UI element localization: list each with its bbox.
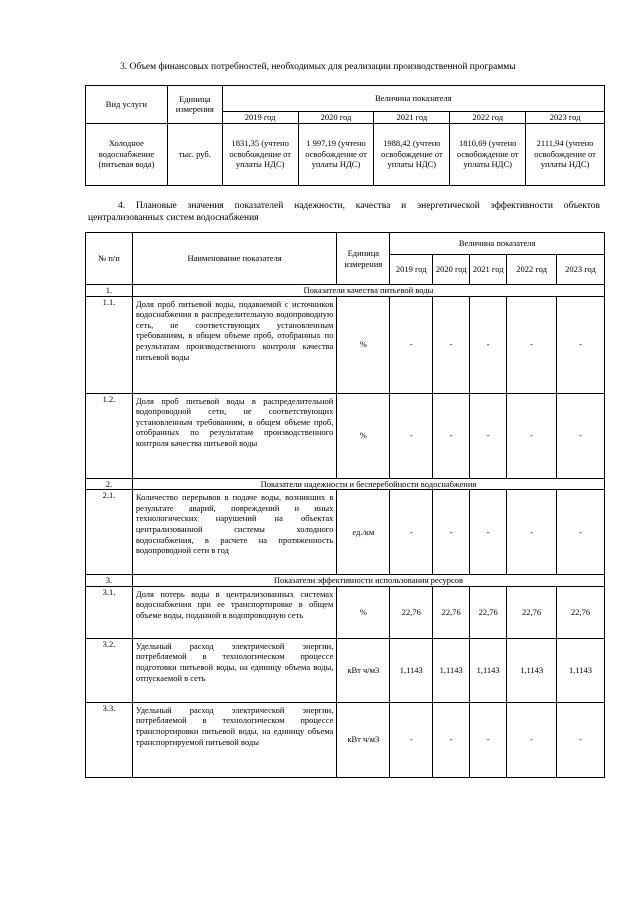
indicator-name: Доля проб питьевой воды, подаваемой с источников водоснабжения в распределительную водопроводную сеть, не соответствующих установленным требованиям, в общем объеме проб, отобранных по результатам производственного контроля качества питьевой воды bbox=[132, 296, 336, 393]
section-num: 1. bbox=[86, 285, 133, 297]
indicator-name: Удельный расход электрической энергии, потребляемой в технологическом процессе подготовки питьевой воды, на единицу объема воды, отпускаемой в сеть bbox=[132, 638, 336, 702]
value-cell: - bbox=[507, 393, 557, 478]
value-cell: - bbox=[507, 490, 557, 575]
indicators-table bbox=[85, 232, 605, 778]
row-num: 3.1. bbox=[86, 586, 133, 638]
unit-cell: тыс. руб. bbox=[167, 123, 222, 185]
value-cell: - bbox=[470, 702, 507, 777]
unit-cell: % bbox=[337, 586, 390, 638]
col-unit-header: Единица измерения bbox=[337, 233, 390, 285]
table-row bbox=[86, 393, 605, 478]
value-cell: - bbox=[433, 490, 470, 575]
section4-heading: 4. Плановые значения показателей надежности, качества и энергетической эффективности объектов централизованных систем водоснабжения bbox=[88, 201, 600, 223]
value-cell: - bbox=[557, 490, 605, 575]
section-num: 3. bbox=[86, 575, 133, 587]
value-cell: - bbox=[557, 393, 605, 478]
value-cell: 1,1143 bbox=[557, 638, 605, 702]
value-cell: - bbox=[390, 296, 433, 393]
value-cell: - bbox=[390, 393, 433, 478]
value-cell: - bbox=[433, 296, 470, 393]
value-cell: 1831,35 (учтено освобождение от уплаты НДС) bbox=[222, 123, 298, 185]
table-row bbox=[86, 638, 605, 702]
indicator-name: Доля проб питьевой воды в распределительной водопроводной сети, не соответствующих установленным требованиям, в общем объеме проб, отобранных по результатам производственного контроля качества питьевой воды bbox=[132, 393, 336, 478]
service-cell: Холодное водоснабжение (питьевая вода) bbox=[86, 123, 168, 185]
value-cell: 22,76 bbox=[557, 586, 605, 638]
value-cell: 22,76 bbox=[507, 586, 557, 638]
col-value-header: Величина показателя bbox=[222, 86, 604, 112]
year-header: 2020 год bbox=[298, 112, 374, 124]
value-cell: 1 997,19 (учтено освобождение от уплаты НДС) bbox=[298, 123, 374, 185]
row-num: 1.1. bbox=[86, 296, 133, 393]
section-num: 2. bbox=[86, 478, 133, 490]
col-value-header: Величина показателя bbox=[390, 233, 605, 255]
value-cell: 1,1143 bbox=[433, 638, 470, 702]
year-header: 2021 год bbox=[374, 112, 450, 124]
section3-heading: 3. Объем финансовых потребностей, необходимых для реализации производственной программы bbox=[120, 62, 516, 72]
value-cell: - bbox=[557, 296, 605, 393]
financial-needs-table bbox=[85, 85, 605, 186]
value-cell: - bbox=[507, 296, 557, 393]
year-header: 2023 год bbox=[557, 255, 605, 285]
value-cell: 1,1143 bbox=[507, 638, 557, 702]
value-cell: - bbox=[433, 702, 470, 777]
col-service-header: Вид услуги bbox=[86, 86, 168, 124]
year-header: 2022 год bbox=[507, 255, 557, 285]
value-cell: - bbox=[390, 702, 433, 777]
col-unit-header: Единица измерения bbox=[167, 86, 222, 124]
indicator-name: Количество перерывов в подаче воды, возникших в результате аварий, повреждений и иных технологических нарушений на объектах централизованной системы холодного водоснабжения, в расчете на протяженность водопроводной сети в год bbox=[132, 490, 336, 575]
value-cell: - bbox=[390, 490, 433, 575]
unit-cell: кВт ч/м3 bbox=[337, 638, 390, 702]
year-header: 2019 год bbox=[222, 112, 298, 124]
value-cell: - bbox=[557, 702, 605, 777]
unit-cell: кВт ч/м3 bbox=[337, 702, 390, 777]
value-cell: - bbox=[470, 393, 507, 478]
year-header: 2019 год bbox=[390, 255, 433, 285]
value-cell: 22,76 bbox=[433, 586, 470, 638]
section-title: Показатели эффективности использования ресурсов bbox=[132, 575, 604, 587]
unit-cell: ед./км bbox=[337, 490, 390, 575]
indicator-name: Доля потерь воды в централизованных системах водоснабжения при ее транспортировке в общем объеме воды, поданной в водопроводную сеть bbox=[132, 586, 336, 638]
year-header: 2023 год bbox=[526, 112, 605, 124]
value-cell: - bbox=[470, 490, 507, 575]
year-header: 2021 год bbox=[470, 255, 507, 285]
row-num: 3.3. bbox=[86, 702, 133, 777]
row-num: 2.1. bbox=[86, 490, 133, 575]
col-num-header: № п/п bbox=[86, 233, 133, 285]
year-header: 2020 год bbox=[433, 255, 470, 285]
section-title: Показатели качества питьевой воды bbox=[132, 285, 604, 297]
table-row bbox=[86, 586, 605, 638]
table-section-row bbox=[86, 575, 605, 587]
unit-cell: % bbox=[337, 296, 390, 393]
table-section-row bbox=[86, 478, 605, 490]
unit-cell: % bbox=[337, 393, 390, 478]
section-title: Показатели надежности и бесперебойности водоснабжения bbox=[132, 478, 604, 490]
table-row bbox=[86, 702, 605, 777]
value-cell: 1,1143 bbox=[470, 638, 507, 702]
row-num: 1.2. bbox=[86, 393, 133, 478]
value-cell: 1988,42 (учтено освобождение от уплаты НДС) bbox=[374, 123, 450, 185]
table-section-row bbox=[86, 285, 605, 297]
row-num: 3.2. bbox=[86, 638, 133, 702]
value-cell: - bbox=[470, 296, 507, 393]
value-cell: 22,76 bbox=[470, 586, 507, 638]
year-header: 2022 год bbox=[450, 112, 526, 124]
value-cell: - bbox=[507, 702, 557, 777]
table-row bbox=[86, 296, 605, 393]
table-row bbox=[86, 490, 605, 575]
value-cell: 22,76 bbox=[390, 586, 433, 638]
value-cell: 2111,94 (учтено освобождение от уплаты НДС) bbox=[526, 123, 605, 185]
value-cell: 1,1143 bbox=[390, 638, 433, 702]
value-cell: - bbox=[433, 393, 470, 478]
indicator-name: Удельный расход электрической энергии, потребляемой в технологическом процессе транспортировки питьевой воды, на единицу объема транспортируемой питьевой воды bbox=[132, 702, 336, 777]
col-name-header: Наименование показателя bbox=[132, 233, 336, 285]
indicators-table-body bbox=[86, 285, 605, 778]
value-cell: 1810,69 (учтено освобождение от уплаты НДС) bbox=[450, 123, 526, 185]
